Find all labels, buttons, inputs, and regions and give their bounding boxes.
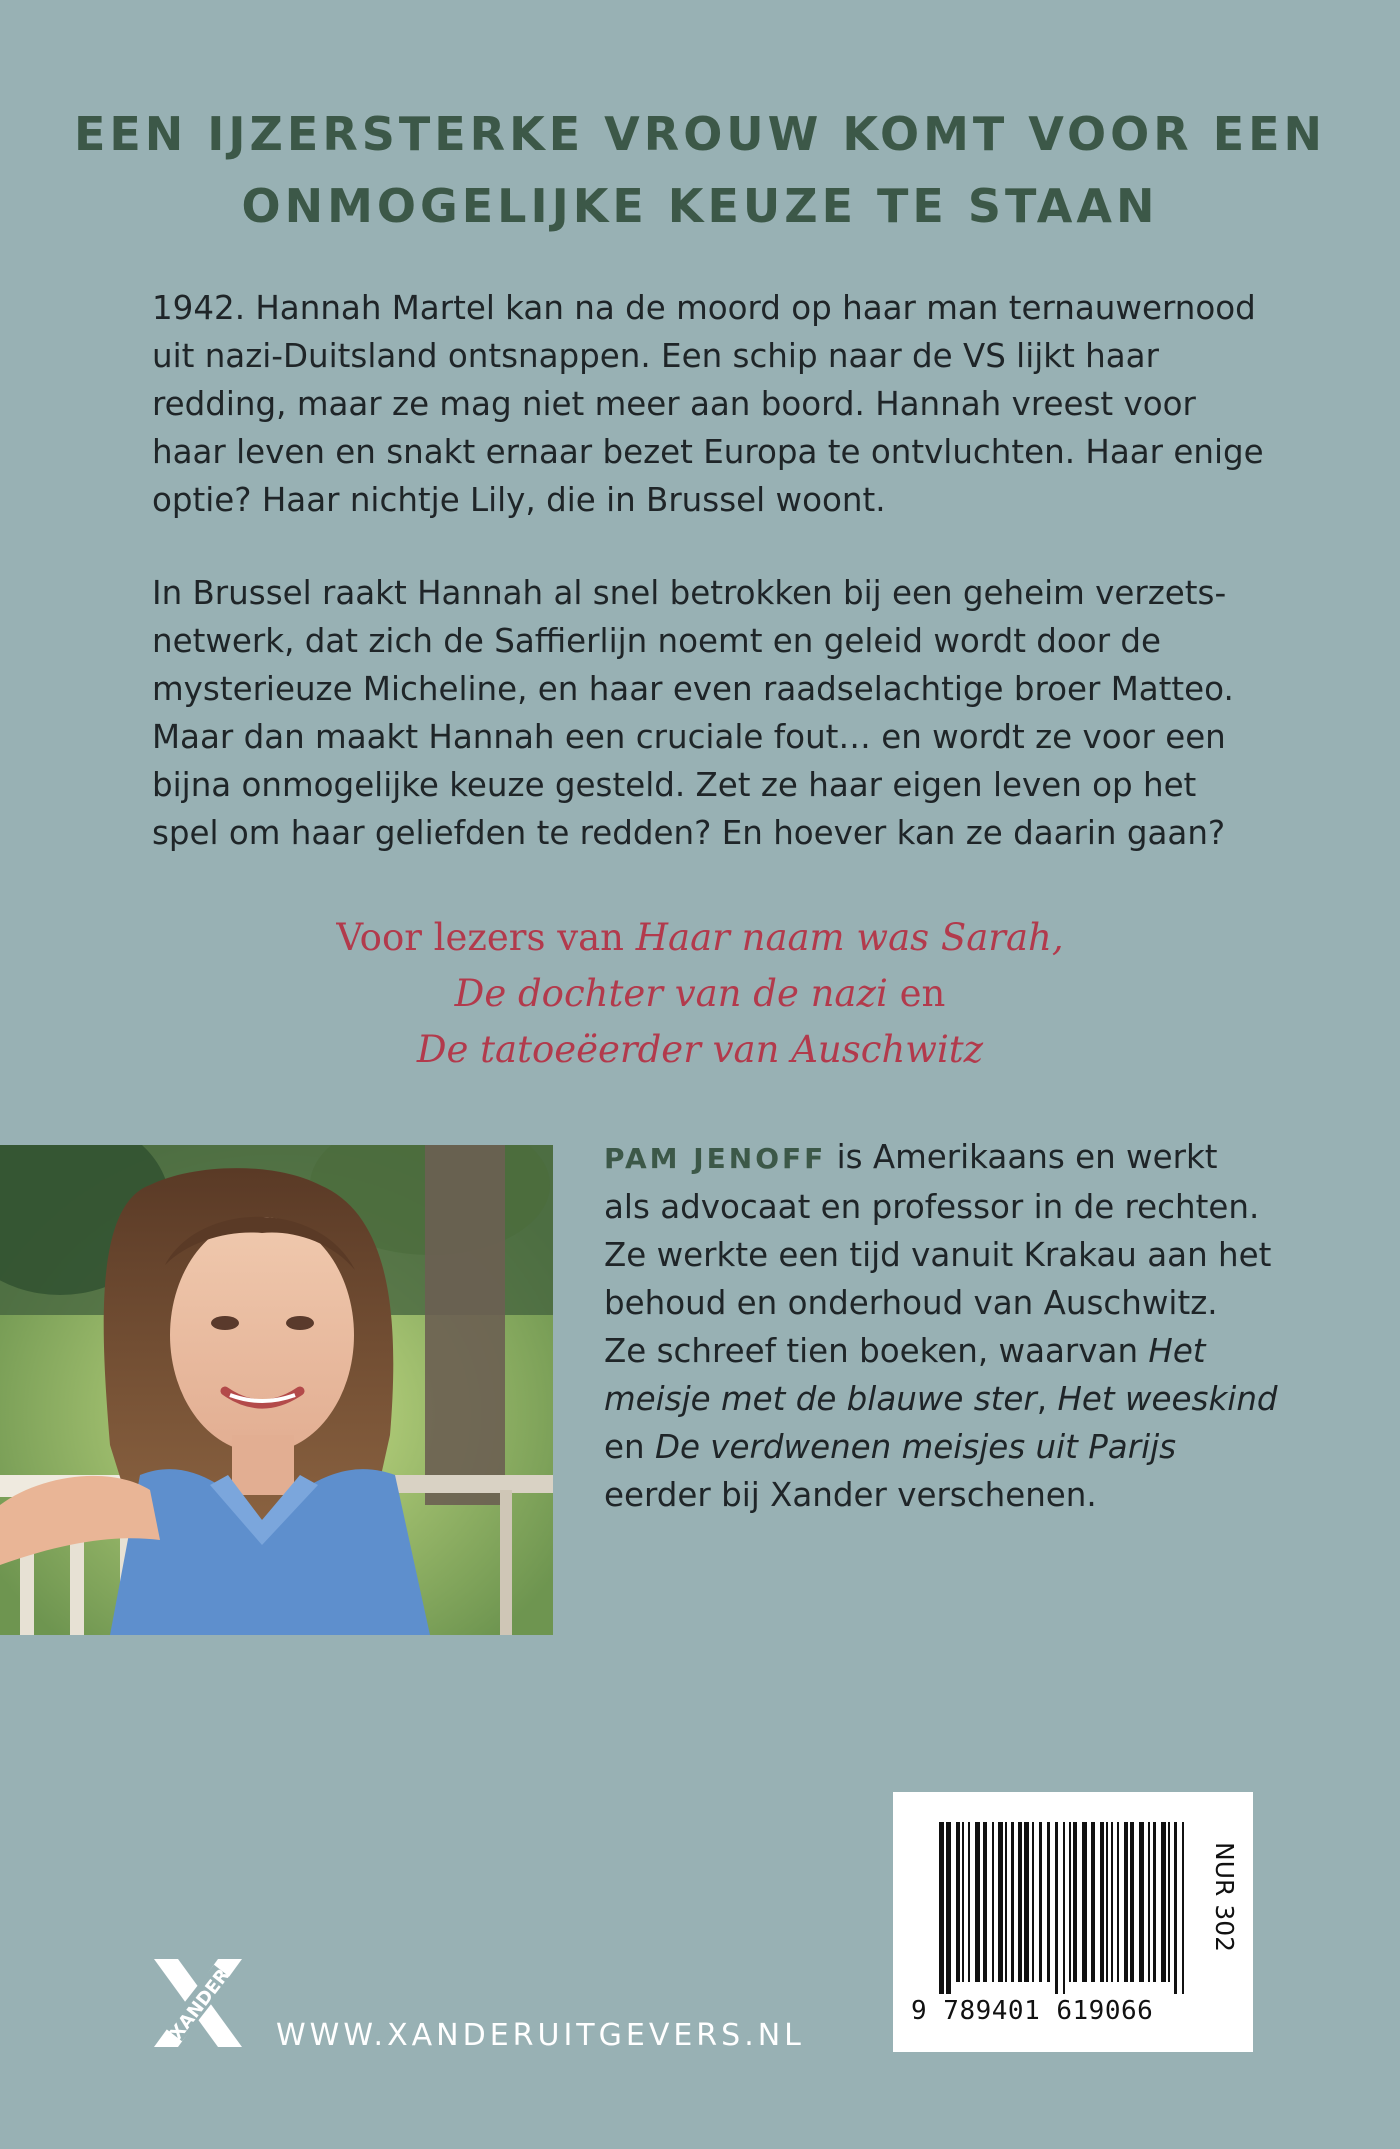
barcode-bar [1174,1822,1177,1994]
bio-text: en [604,1428,655,1466]
barcode-bar [1130,1822,1134,1982]
barcode-bar [1168,1822,1170,1982]
bio-line-1 [604,1133,1324,1183]
bio-text: is Amerikaans en werkt [826,1138,1218,1176]
praise-line-3 [0,1022,1400,1078]
book-title: meisje met de blauwe ster [604,1380,1037,1418]
barcode-bar [1005,1822,1007,1982]
headline-line-1: EEN IJZERSTERKE VROUW KOMT VOOR EEN [73,107,1327,161]
xander-logo-mark [150,1955,246,2051]
praise-title-2: De dochter van de nazi [454,972,888,1015]
summary-line: redding, maar ze mag niet meer aan boord. Hannah vreest voor [152,385,1196,423]
summary-line: mysterieuze Micheline, en haar even raadselachtige broer Matteo. [152,670,1234,708]
cover-headline [0,98,1400,242]
barcode-bar [992,1822,994,1982]
summary-line: In Brussel raakt Hannah al snel betrokken bij een geheim verzets- [152,574,1227,612]
barcode-bar [956,1822,960,1982]
author-photo [0,1145,553,1635]
barcode-graphic [893,1792,1193,2002]
isbn-digits: 9 789401 619066 [911,1996,1154,2026]
bio-line-8: eerder bij Xander verschenen. [604,1476,1097,1514]
bio-text: , [1036,1380,1058,1418]
summary-line: bijna onmogelijke keuze gesteld. Zet ze haar eigen leven op het [152,766,1197,804]
barcode-bar [1024,1822,1029,1982]
barcode-bar [1039,1822,1042,1982]
summary-paragraph-2 [152,569,1282,857]
bio-line-6 [604,1375,1324,1423]
barcode-bar [1100,1822,1104,1982]
barcode-bar [1153,1822,1156,1982]
barcode-bar [975,1822,980,1982]
summary-line: spel om haar geliefden te redden? En hoever kan ze daarin gaan? [152,814,1226,852]
summary-line: uit nazi-Duitsland ontsnappen. Een schip naar de VS lijkt haar [152,337,1159,375]
logo-wordmark: XANDER [165,1964,235,2045]
book-title: Het weeskind [1057,1380,1278,1418]
barcode-bar [1111,1822,1113,1982]
praise-quote [0,910,1400,1078]
book-title: De verdwenen meisjes uit Parijs [654,1428,1177,1466]
barcode-bar [1082,1822,1087,1982]
author-bio [604,1133,1324,1519]
barcode-bar [1091,1822,1095,1982]
barcode-bar [1018,1822,1022,1982]
bio-line-5 [604,1327,1324,1375]
bio-line-2: als advocaat en professor in de rechten. [604,1188,1260,1226]
summary-line: haar leven en snakt ernaar bezet Europa te ontvluchten. Haar enige [152,433,1264,471]
barcode-bar [1148,1822,1150,1982]
summary-line: netwerk, dat zich de Saffierlijn noemt en geleid wordt door de [152,622,1162,660]
praise-title-3: De tatoeëerder van Auschwitz [416,1028,984,1071]
barcode-bar [1106,1822,1108,1982]
summary-line: Maar dan maakt Hannah een cruciale fout… en wordt ze voor een [152,718,1226,756]
praise-prefix: Voor lezers van [336,916,636,959]
barcode-bar [1073,1822,1077,1982]
author-name: PAM JENOFF [604,1142,827,1175]
barcode-bar [939,1822,944,1994]
barcode-bar [1063,1822,1065,1994]
praise-line-1 [0,910,1400,966]
bio-text: Ze schreef tien boeken, waarvan [604,1332,1149,1370]
barcode-bar [998,1822,1003,1982]
summary-paragraph-1 [152,284,1282,524]
summary-line: optie? Haar nichtje Lily, die in Brussel woont. [152,481,886,519]
barcode-bar [946,1822,951,1994]
bio-line-4: behoud en onderhoud van Auschwitz. [604,1284,1218,1322]
barcode-bar [1182,1822,1184,1994]
praise-line-2 [0,966,1400,1022]
praise-joiner: en [887,972,946,1015]
xander-x-logo [150,1955,246,2051]
barcode-panel [893,1792,1253,2052]
barcode-bar [1047,1822,1050,1982]
barcode-bar [1117,1822,1119,1982]
barcode-bar [1161,1822,1166,1982]
bio-line-7 [604,1423,1324,1471]
barcode-bar [1011,1822,1014,1982]
barcode-bar [1139,1822,1144,1982]
barcode-bar [1032,1822,1034,1982]
barcode-bar [983,1822,987,1982]
barcode-bar [968,1822,970,1982]
barcode-bar [1055,1822,1058,1994]
publisher-url: WWW.XANDERUITGEVERS.NL [276,2018,805,2053]
barcode-bar [1124,1822,1128,1982]
barcode-bar [962,1822,964,1982]
summary-line: 1942. Hannah Martel kan na de moord op haar man ternauwernood [152,289,1256,327]
author-photo-illustration [0,1145,553,1635]
barcode-bar [1069,1822,1071,1982]
praise-title-1: Haar naam was Sarah, [635,916,1064,959]
book-title: Het [1148,1332,1206,1370]
bio-line-3: Ze werkte een tijd vanuit Krakau aan het [604,1236,1272,1274]
nur-code: NUR 302 [1210,1842,1239,1953]
headline-line-2: ONMOGELIJKE KEUZE TE STAAN [241,179,1159,233]
